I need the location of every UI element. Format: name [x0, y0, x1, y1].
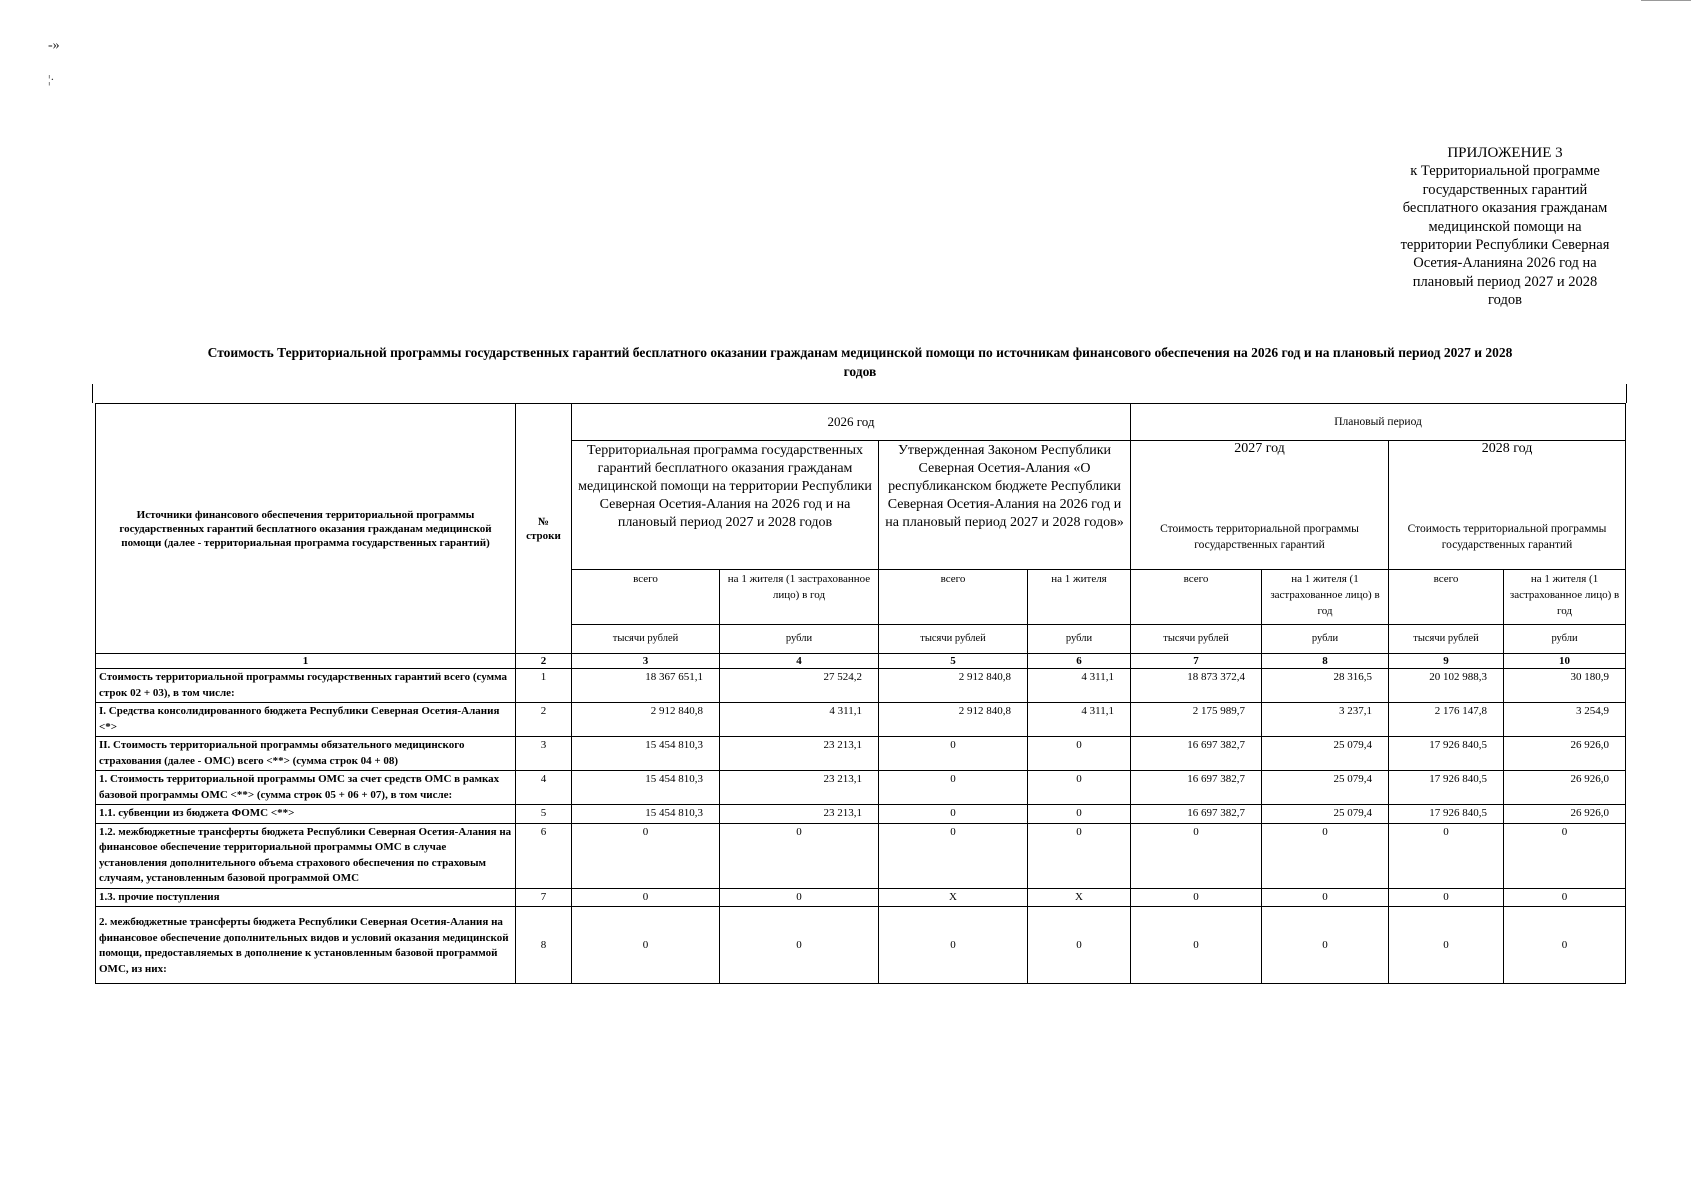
row-source: I. Средства консолидированного бюджета Республики Северная Осетия-Алания <*> — [96, 703, 516, 737]
header-sub-total: всего — [879, 570, 1028, 625]
cell-value: 15 454 810,3 — [572, 771, 720, 805]
cell-value: 0 — [720, 823, 879, 888]
column-index: 5 — [879, 654, 1028, 669]
header-sub-per-capita: на 1 жителя (1 застрахованное лицо) в год — [1504, 570, 1626, 625]
column-index: 7 — [1131, 654, 1262, 669]
cell-value: 0 — [1504, 907, 1626, 984]
row-number: 2 — [516, 703, 572, 737]
header-unit: тысячи рублей — [1131, 625, 1262, 654]
row-source: 1.2. межбюджетные трансферты бюджета Республики Северная Осетия-Алания на финансовое обеспечение территориальной программы ОМС в случае установления дополнительного объема страхового обеспечения по страховым случаям, установленным базовой программой ОМС — [96, 823, 516, 888]
cell-value: 0 — [1131, 823, 1262, 888]
cell-value: 2 912 840,8 — [879, 703, 1028, 737]
cell-value: 0 — [720, 907, 879, 984]
column-index: 2 — [516, 654, 572, 669]
header-unit: тысячи рублей — [879, 625, 1028, 654]
appendix-heading: ПРИЛОЖЕНИЕ 3 — [1447, 145, 1563, 161]
row-number: 1 — [516, 669, 572, 703]
header-year-2026: 2026 год — [572, 404, 1131, 441]
header-sub-total: всего — [1131, 570, 1262, 625]
row-source: 1.3. прочие поступления — [96, 888, 516, 907]
table-row — [96, 888, 1626, 907]
header-unit: тысячи рублей — [1389, 625, 1504, 654]
row-number: 5 — [516, 805, 572, 824]
column-index: 6 — [1028, 654, 1131, 669]
cell-value: 3 254,9 — [1504, 703, 1626, 737]
cell-value: 17 926 840,5 — [1389, 737, 1504, 771]
cell-value: 25 079,4 — [1262, 805, 1389, 824]
cell-value: 0 — [1262, 823, 1389, 888]
column-index: 10 — [1504, 654, 1626, 669]
header-unit: рубли — [720, 625, 879, 654]
cell-value: 2 175 989,7 — [1131, 703, 1262, 737]
cell-value: 0 — [572, 907, 720, 984]
cell-value: 16 697 382,7 — [1131, 805, 1262, 824]
header-law-2026: Утвержденная Законом Республики Северная Осетия-Алания «О республиканском бюджете Республики Северная Осетия-Алания на 2026 год и на плановый период 2027 и 2028 годов» — [879, 441, 1131, 570]
document-title-line: Стоимость Территориальной программы государственных гарантий бесплатного оказании гражданам медицинской помощи по источникам финансового обеспечения на 2026 год и на плановый период 2027 и 2028 — [207, 345, 1513, 360]
cell-value: 0 — [1504, 888, 1626, 907]
table-frame-line — [1626, 384, 1627, 403]
header-cost-2027: Стоимость территориальной программы государственных гарантий — [1131, 505, 1389, 570]
cell-value: Х — [1028, 888, 1131, 907]
appendix-line: бесплатного оказания гражданам — [1402, 200, 1608, 217]
header-sub-per-capita: на 1 жителя (1 застрахованное лицо) в год — [1262, 570, 1389, 625]
header-unit: рубли — [1028, 625, 1131, 654]
appendix-line: годов — [1488, 292, 1522, 309]
scan-edge-line — [1641, 0, 1691, 1]
appendix-line: государственных гарантий — [1422, 181, 1588, 198]
column-index: 8 — [1262, 654, 1389, 669]
cell-value: 0 — [1028, 771, 1131, 805]
header-unit: рубли — [1262, 625, 1389, 654]
appendix-block — [1380, 144, 1630, 310]
cell-value: 0 — [1389, 907, 1504, 984]
cell-value: 0 — [879, 823, 1028, 888]
cell-value: 28 316,5 — [1262, 669, 1389, 703]
cell-value: 0 — [1131, 907, 1262, 984]
header-num-sign: № — [537, 515, 550, 528]
header-sub-per-capita: на 1 жителя — [1028, 570, 1131, 625]
header-planned-period: Плановый период — [1131, 404, 1626, 441]
cell-value: 0 — [1028, 737, 1131, 771]
scan-mark: ¦· — [48, 72, 55, 86]
column-index: 9 — [1389, 654, 1504, 669]
row-source: 2. межбюджетные трансферты бюджета Республики Северная Осетия-Алания на финансовое обеспечение дополнительных видов и условий оказания медицинской помощи, предоставляемых в дополнение к установленным базовой программой ОМС, из них: — [96, 907, 516, 984]
cell-value: 17 926 840,5 — [1389, 771, 1504, 805]
table-row — [96, 737, 1626, 771]
cell-value: 25 079,4 — [1262, 771, 1389, 805]
cell-value: 18 367 651,1 — [572, 669, 720, 703]
financing-table — [95, 403, 1626, 984]
header-row-number — [516, 404, 572, 654]
cell-value: 30 180,9 — [1504, 669, 1626, 703]
cell-value: 3 237,1 — [1262, 703, 1389, 737]
cell-value: 0 — [1389, 888, 1504, 907]
cell-value: 23 213,1 — [720, 805, 879, 824]
cell-value: 0 — [720, 888, 879, 907]
cell-value: 15 454 810,3 — [572, 737, 720, 771]
row-number: 3 — [516, 737, 572, 771]
cell-value: 25 079,4 — [1262, 737, 1389, 771]
table-row — [96, 669, 1626, 703]
cell-value: 26 926,0 — [1504, 771, 1626, 805]
row-source: 1. Стоимость территориальной программы ОМС за счет средств ОМС в рамках базовой программы ОМС <**> (сумма строк 05 + 06 + 07), в том числе: — [96, 771, 516, 805]
cell-value: 2 912 840,8 — [879, 669, 1028, 703]
table-row — [96, 771, 1626, 805]
cell-value: 23 213,1 — [720, 737, 879, 771]
cell-value: 0 — [879, 737, 1028, 771]
cell-value: 0 — [1131, 888, 1262, 907]
header-year-2028: 2028 год — [1389, 441, 1626, 506]
column-index: 4 — [720, 654, 879, 669]
row-number: 7 — [516, 888, 572, 907]
header-unit: рубли — [1504, 625, 1626, 654]
row-source: II. Стоимость территориальной программы обязательного медицинского страхования (далее - ОМС) всего <**> (сумма строк 04 + 08) — [96, 737, 516, 771]
table-row — [96, 907, 1626, 984]
cell-value: 0 — [572, 823, 720, 888]
appendix-line: к Территориальной программе — [1410, 163, 1600, 180]
cell-value: 16 697 382,7 — [1131, 737, 1262, 771]
appendix-line: медицинской помощи на — [1428, 218, 1582, 235]
cell-value: 20 102 988,3 — [1389, 669, 1504, 703]
header-cost-2028: Стоимость территориальной программы государственных гарантий — [1389, 505, 1626, 570]
cell-value: 23 213,1 — [720, 771, 879, 805]
table-row — [96, 703, 1626, 737]
cell-value: 16 697 382,7 — [1131, 771, 1262, 805]
row-number: 6 — [516, 823, 572, 888]
cell-value: 4 311,1 — [1028, 703, 1131, 737]
header-year-2027: 2027 год — [1131, 441, 1389, 506]
cell-value: 0 — [1028, 823, 1131, 888]
appendix-line: Осетия-Аланияна 2026 год на — [1413, 255, 1597, 272]
cell-value: 0 — [1262, 888, 1389, 907]
cell-value: 0 — [572, 888, 720, 907]
cell-value: 2 912 840,8 — [572, 703, 720, 737]
header-sub-total: всего — [572, 570, 720, 625]
column-index: 3 — [572, 654, 720, 669]
cell-value: 4 311,1 — [1028, 669, 1131, 703]
document-title — [95, 343, 1625, 381]
cell-value: 0 — [1262, 907, 1389, 984]
header-program-2026: Территориальная программа государственных гарантий бесплатного оказания гражданам медицинской помощи на территории Республики Северная Осетия-Алания на 2026 год и на плановый период 2027 и 2028 годов — [572, 441, 879, 570]
table-frame-line — [92, 384, 93, 403]
row-number: 4 — [516, 771, 572, 805]
cell-value: 2 176 147,8 — [1389, 703, 1504, 737]
cell-value: 0 — [879, 771, 1028, 805]
cell-value: 17 926 840,5 — [1389, 805, 1504, 824]
appendix-line: территории Республики Северная — [1400, 237, 1610, 254]
header-sub-total: всего — [1389, 570, 1504, 625]
document-title-line: годов — [843, 364, 877, 379]
cell-value: 0 — [879, 907, 1028, 984]
appendix-line: плановый период 2027 и 2028 — [1412, 273, 1598, 290]
cell-value: 15 454 810,3 — [572, 805, 720, 824]
header-unit: тысячи рублей — [572, 625, 720, 654]
column-index: 1 — [96, 654, 516, 669]
row-number: 8 — [516, 907, 572, 984]
scan-mark: -» — [48, 38, 60, 53]
cell-value: 26 926,0 — [1504, 737, 1626, 771]
header-sub-per-capita: на 1 жителя (1 застрахованное лицо) в год — [720, 570, 879, 625]
row-source: 1.1. субвенции из бюджета ФОМС <**> — [96, 805, 516, 824]
cell-value: 0 — [1504, 823, 1626, 888]
cell-value: 0 — [1028, 907, 1131, 984]
cell-value: 26 926,0 — [1504, 805, 1626, 824]
cell-value: 18 873 372,4 — [1131, 669, 1262, 703]
header-source-col: Источники финансового обеспечения территориальной программы государственных гарантий бесплатного оказания гражданам медицинской помощи (далее - территориальная программа государственных гарантий) — [96, 404, 516, 654]
row-source: Стоимость территориальной программы государственных гарантий всего (сумма строк 02 + 03), в том числе: — [96, 669, 516, 703]
cell-value: Х — [879, 888, 1028, 907]
table-row — [96, 805, 1626, 824]
cell-value: 0 — [1028, 805, 1131, 824]
header-num-word: строки — [526, 529, 561, 542]
table-row — [96, 823, 1626, 888]
cell-value: 0 — [879, 805, 1028, 824]
cell-value: 27 524,2 — [720, 669, 879, 703]
cell-value: 0 — [1389, 823, 1504, 888]
cell-value: 4 311,1 — [720, 703, 879, 737]
